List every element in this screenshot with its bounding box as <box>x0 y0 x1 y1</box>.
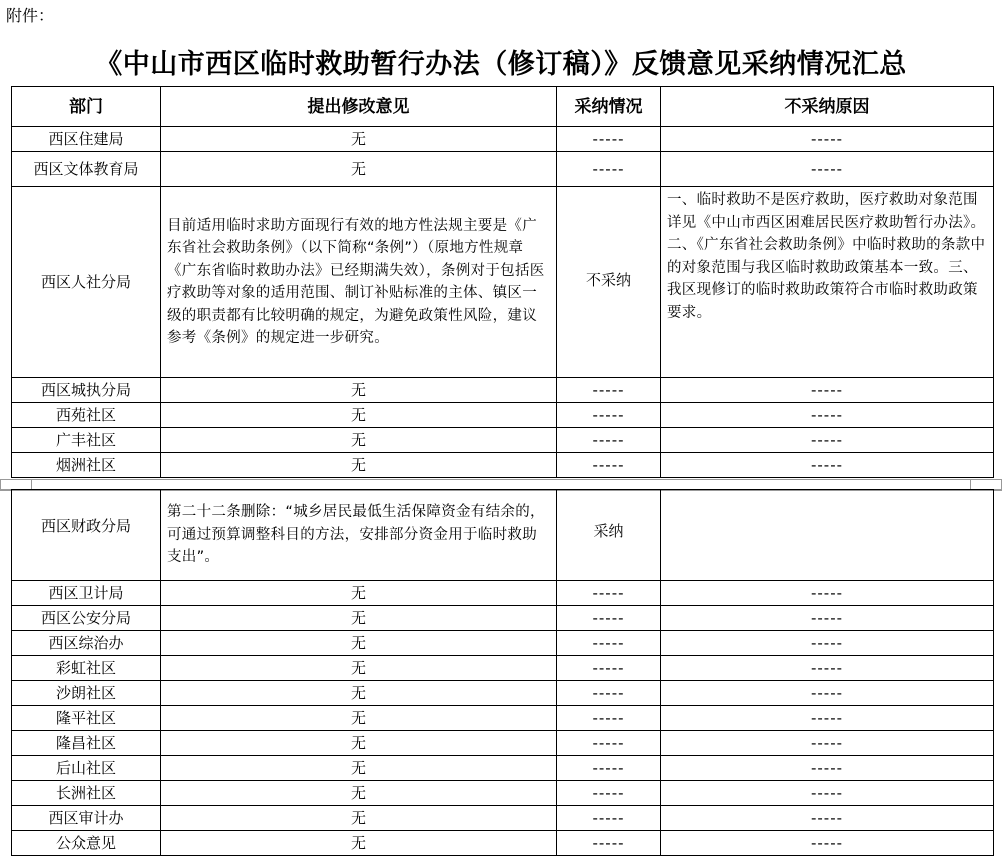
table-row <box>12 781 994 806</box>
table-row <box>12 756 994 781</box>
cell-adoption: 采纳 <box>557 490 661 581</box>
cell-department: 隆昌社区 <box>12 731 161 756</box>
cell-reason: ----- <box>661 152 994 187</box>
cell-reason: ----- <box>661 731 994 756</box>
cell-department: 西区文体教育局 <box>12 152 161 187</box>
cell-suggestion: 无 <box>161 631 557 656</box>
table-row <box>12 490 994 581</box>
cell-adoption: ----- <box>557 781 661 806</box>
header-reason: 不采纳原因 <box>661 87 994 127</box>
cell-department: 广丰社区 <box>12 428 161 453</box>
cell-reason: 一、临时救助不是医疗救助，医疗救助对象范围详见《中山市西区困难居民医疗救助暂行办法》。二、《广东省社会救助条例》中临时救助的条款中的对象范围与我区临时救助政策基本一致。三、我区现修订的临时救助政策符合市临时救助政策要求。 <box>661 187 994 378</box>
cell-reason: ----- <box>661 378 994 403</box>
cell-reason: ----- <box>661 127 994 152</box>
header-adoption: 采纳情况 <box>557 87 661 127</box>
cell-adoption: ----- <box>557 756 661 781</box>
cell-suggestion: 无 <box>161 581 557 606</box>
cell-suggestion: 无 <box>161 606 557 631</box>
table-row <box>12 127 994 152</box>
cell-suggestion: 目前适用临时求助方面现行有效的地方性法规主要是《广东省社会救助条例》（以下简称“条例”）（原地方性规章《广东省临时救助办法》已经期满失效），条例对于包括医疗救助等对象的适用范围、制订补贴标准的主体、镇区一级的职责都有比较明确的规定，为避免政策性风险，建议参考《条例》的规定进一步研究。 <box>161 187 557 378</box>
cell-department: 公众意见 <box>12 831 161 856</box>
table-row <box>12 378 994 403</box>
cell-suggestion: 无 <box>161 781 557 806</box>
cell-reason: ----- <box>661 681 994 706</box>
cell-department: 长洲社区 <box>12 781 161 806</box>
cell-adoption: ----- <box>557 428 661 453</box>
cell-suggestion: 无 <box>161 127 557 152</box>
cell-adoption: ----- <box>557 453 661 478</box>
cell-adoption: ----- <box>557 152 661 187</box>
cell-adoption: ----- <box>557 806 661 831</box>
table-row <box>12 806 994 831</box>
cell-department: 烟洲社区 <box>12 453 161 478</box>
table-row <box>12 731 994 756</box>
cell-department: 西区财政分局 <box>12 490 161 581</box>
cell-department: 隆平社区 <box>12 706 161 731</box>
cell-reason: ----- <box>661 428 994 453</box>
cell-reason: ----- <box>661 806 994 831</box>
feedback-table-page2 <box>11 489 994 856</box>
cell-adoption: ----- <box>557 378 661 403</box>
cell-reason: ----- <box>661 403 994 428</box>
cell-department: 西区卫计局 <box>12 581 161 606</box>
cell-reason: ----- <box>661 453 994 478</box>
cell-adoption: ----- <box>557 403 661 428</box>
cell-suggestion: 无 <box>161 453 557 478</box>
cell-reason: ----- <box>661 756 994 781</box>
cell-adoption: ----- <box>557 706 661 731</box>
table-row <box>12 581 994 606</box>
cell-suggestion: 无 <box>161 681 557 706</box>
cell-adoption: ----- <box>557 731 661 756</box>
table-row <box>12 631 994 656</box>
header-department: 部门 <box>12 87 161 127</box>
feedback-table-page1 <box>11 86 994 478</box>
cell-reason: ----- <box>661 831 994 856</box>
cell-department: 彩虹社区 <box>12 656 161 681</box>
cell-suggestion: 无 <box>161 656 557 681</box>
table-header-row <box>12 87 994 127</box>
cell-reason <box>661 490 994 581</box>
cell-suggestion: 第二十二条删除：“城乡居民最低生活保障资金有结余的，可通过预算调整科目的方法，安排部分资金用于临时救助支出”。 <box>161 490 557 581</box>
cell-department: 沙朗社区 <box>12 681 161 706</box>
cell-suggestion: 无 <box>161 706 557 731</box>
cell-department: 西区城执分局 <box>12 378 161 403</box>
cell-department: 西区人社分局 <box>12 187 161 378</box>
table-row <box>12 152 994 187</box>
page-title: 《中山市西区临时救助暂行办法（修订稿）》反馈意见采纳情况汇总 <box>95 49 907 80</box>
cell-reason: ----- <box>661 656 994 681</box>
cell-suggestion: 无 <box>161 428 557 453</box>
cell-adoption: 不采纳 <box>557 187 661 378</box>
cell-department: 西苑社区 <box>12 403 161 428</box>
table-row <box>12 681 994 706</box>
table-row <box>12 606 994 631</box>
cell-suggestion: 无 <box>161 756 557 781</box>
table-row <box>12 831 994 856</box>
cell-department: 西区公安分局 <box>12 606 161 631</box>
cell-reason: ----- <box>661 706 994 731</box>
cell-adoption: ----- <box>557 656 661 681</box>
table-row <box>12 706 994 731</box>
cell-reason: ----- <box>661 631 994 656</box>
table-row <box>12 187 994 378</box>
cell-reason: ----- <box>661 781 994 806</box>
cell-suggestion: 无 <box>161 403 557 428</box>
table-row <box>12 656 994 681</box>
cell-adoption: ----- <box>557 681 661 706</box>
cell-adoption: ----- <box>557 127 661 152</box>
table-row <box>12 428 994 453</box>
cell-adoption: ----- <box>557 631 661 656</box>
cell-department: 后山社区 <box>12 756 161 781</box>
table-row <box>12 403 994 428</box>
cell-reason: ----- <box>661 606 994 631</box>
attachment-label: 附件： <box>6 6 55 25</box>
cell-suggestion: 无 <box>161 831 557 856</box>
cell-adoption: ----- <box>557 831 661 856</box>
cell-adoption: ----- <box>557 606 661 631</box>
cell-department: 西区住建局 <box>12 127 161 152</box>
cell-suggestion: 无 <box>161 378 557 403</box>
cell-suggestion: 无 <box>161 806 557 831</box>
cell-reason: ----- <box>661 581 994 606</box>
cell-adoption: ----- <box>557 581 661 606</box>
table-row <box>12 453 994 478</box>
cell-suggestion: 无 <box>161 152 557 187</box>
cell-department: 西区综治办 <box>12 631 161 656</box>
cell-suggestion: 无 <box>161 731 557 756</box>
cell-department: 西区审计办 <box>12 806 161 831</box>
header-suggestion: 提出修改意见 <box>161 87 557 127</box>
